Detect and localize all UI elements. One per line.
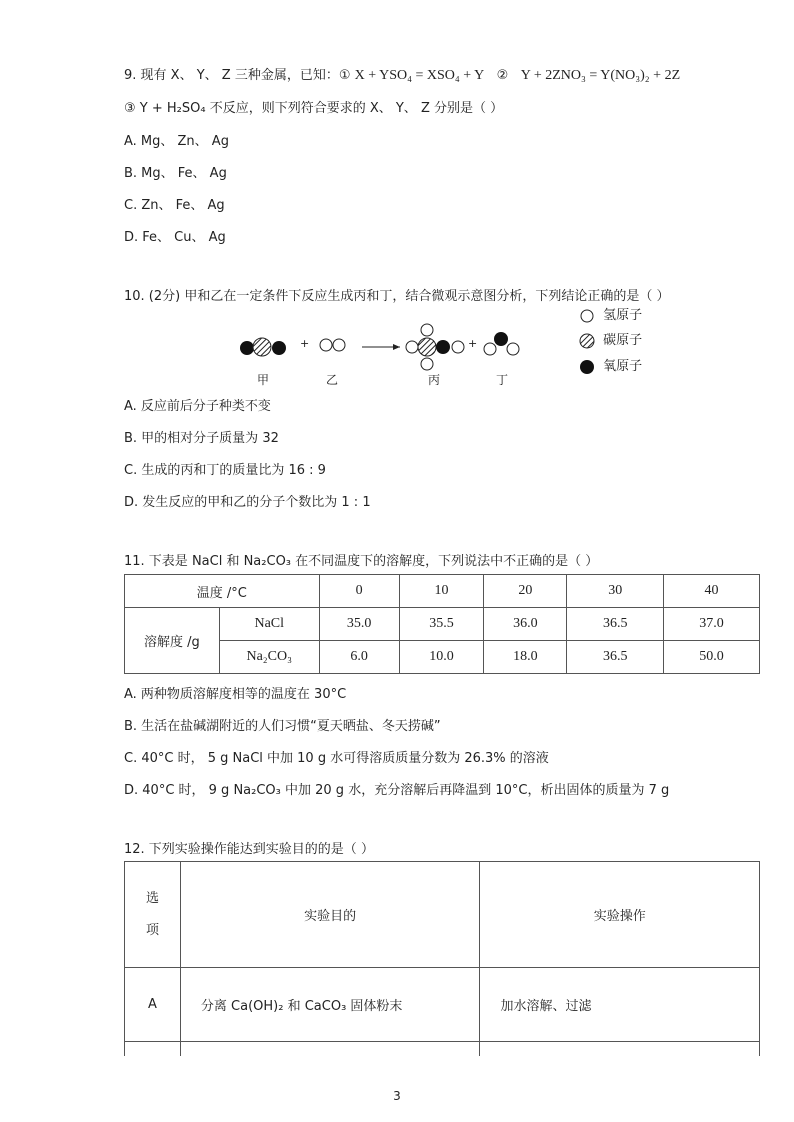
empty-cell [180, 1042, 480, 1056]
option-header [125, 862, 181, 968]
q11-option-b: B. 生活在盐碱湖附近的人们习惯“夏天晒盐、冬天捞碱” [124, 719, 441, 734]
q9-option-a: A. Mg、 Zn、 Ag [124, 134, 229, 149]
solubility-cell: 6.0 [319, 641, 399, 674]
carbon-atom-icon [579, 333, 595, 349]
solubility-cell: 35.5 [399, 608, 484, 641]
hydrogen-atom [320, 339, 332, 351]
operation-header: 实验操作 [480, 862, 760, 968]
solubility-cell: 35.0 [319, 608, 399, 641]
q9-prefix: 9. 现有 X、 Y、 Z 三种金属，已知：① [124, 68, 351, 83]
experiment-table [124, 861, 760, 1056]
table-row [125, 575, 760, 608]
substance-name: NaCl [219, 608, 319, 641]
table-row [125, 862, 760, 968]
legend-hydrogen [579, 304, 642, 324]
hydrogen-atom [507, 343, 519, 355]
temp-cell: 20 [484, 575, 567, 608]
temp-header: 温度 /°C [125, 575, 320, 608]
label-bing: 丙 [428, 373, 441, 387]
q9-option-b: B. Mg、 Fe、 Ag [124, 166, 227, 181]
molecule-ding [484, 332, 519, 355]
purpose-header: 实验目的 [180, 862, 480, 968]
legend-hydrogen-label: 氢原子 [603, 308, 643, 323]
hydrogen-atom [333, 339, 345, 351]
page-number: 3 [393, 1089, 401, 1103]
solubility-cell: 36.5 [567, 641, 664, 674]
oxygen-atom [494, 332, 508, 346]
table-row [125, 641, 760, 674]
q10-option-a: A. 反应前后分子种类不变 [124, 399, 271, 414]
empty-cell [125, 1042, 181, 1056]
solubility-cell: 36.0 [484, 608, 567, 641]
temp-cell: 30 [567, 575, 664, 608]
solubility-cell: 18.0 [484, 641, 567, 674]
hydrogen-atom [421, 358, 433, 370]
q9-line2: ③ Y + H₂SO₄ 不反应，则下列符合要求的 X、 Y、 Z 分别是（ ） [124, 101, 504, 116]
molecule-jia [240, 338, 286, 356]
operation-cell: 加水溶解、过滤 [480, 968, 760, 1042]
table-row [125, 608, 760, 641]
temp-cell: 40 [664, 575, 760, 608]
carbon-atom [418, 338, 436, 356]
legend-carbon-label: 碳原子 [603, 333, 643, 348]
q11-stem: 11. 下表是 NaCl 和 Na₂CO₃ 在不同温度下的溶解度，下列说法中不正确的是（ ） [124, 554, 599, 569]
q9-mid: ② [488, 68, 517, 83]
option-header-line2: 项 [145, 922, 159, 938]
q11-option-d: D. 40°C 时， 9 g Na₂CO₃ 中加 20 g 水，充分溶解后再降温到 10°C，析出固体的质量为 7 g [124, 783, 670, 798]
option-header-line1: 选 [145, 890, 159, 906]
table-row [125, 968, 760, 1042]
reaction-arrow [362, 344, 400, 350]
q9-option-d: D. Fe、 Cu、 Ag [124, 230, 226, 245]
q9-equation-2: Y + 2ZNO₃ = Y(NO₃)₂ + 2Z [520, 68, 681, 83]
q10-option-d: D. 发生反应的甲和乙的分子个数比为 1 : 1 [124, 495, 371, 510]
hydrogen-atom-icon [579, 308, 595, 324]
solubility-cell: 10.0 [399, 641, 484, 674]
empty-cell [480, 1042, 760, 1056]
oxygen-atom [240, 341, 254, 355]
legend-oxygen [579, 355, 642, 375]
solubility-cell: 36.5 [567, 608, 664, 641]
molecule-yi [320, 339, 345, 351]
label-ding: 丁 [496, 373, 509, 387]
q11-option-c: C. 40°C 时， 5 g NaCl 中加 10 g 水可得溶质质量分数为 26.3% 的溶液 [124, 751, 549, 766]
solubility-table [124, 574, 760, 674]
q9-equation-1: X + YSO₄ = XSO₄ + Y [354, 68, 485, 83]
substance-name: Na₂CO₃ [219, 641, 319, 674]
hydrogen-atom [452, 341, 464, 353]
q11-option-a: A. 两种物质溶解度相等的温度在 30°C [124, 687, 347, 702]
solubility-cell: 50.0 [664, 641, 760, 674]
oxygen-atom [272, 341, 286, 355]
oxygen-atom-icon [579, 359, 595, 375]
purpose-cell: 分离 Ca(OH)₂ 和 CaCO₃ 固体粉末 [180, 968, 480, 1042]
legend-carbon [579, 329, 642, 349]
carbon-atom [253, 338, 271, 356]
q10-stem: 10. (2分) 甲和乙在一定条件下反应生成丙和丁，结合微观示意图分析，下列结论正确的是（ ） [124, 289, 670, 304]
label-yi: 乙 [326, 373, 339, 387]
oxygen-atom [436, 340, 450, 354]
plus-sign-2: + [468, 337, 478, 350]
q10-option-b: B. 甲的相对分子质量为 32 [124, 431, 279, 446]
label-jia: 甲 [257, 373, 270, 387]
q9-option-c: C. Zn、 Fe、 Ag [124, 198, 225, 213]
solubility-cell: 37.0 [664, 608, 760, 641]
table-row-partial [125, 1042, 760, 1056]
molecule-bing [406, 324, 464, 370]
temp-cell: 10 [399, 575, 484, 608]
q9-line1 [124, 64, 680, 84]
hydrogen-atom [421, 324, 433, 336]
hydrogen-atom [484, 343, 496, 355]
temp-cell: 0 [319, 575, 399, 608]
q12-stem: 12. 下列实验操作能达到实验目的的是（ ） [124, 842, 374, 857]
plus-sign-1: + [300, 337, 310, 350]
option-cell: A [125, 968, 181, 1042]
legend-oxygen-label: 氧原子 [603, 359, 643, 374]
q10-option-c: C. 生成的丙和丁的质量比为 16 : 9 [124, 463, 326, 478]
hydrogen-atom [406, 341, 418, 353]
solubility-header: 溶解度 /g [125, 608, 220, 674]
